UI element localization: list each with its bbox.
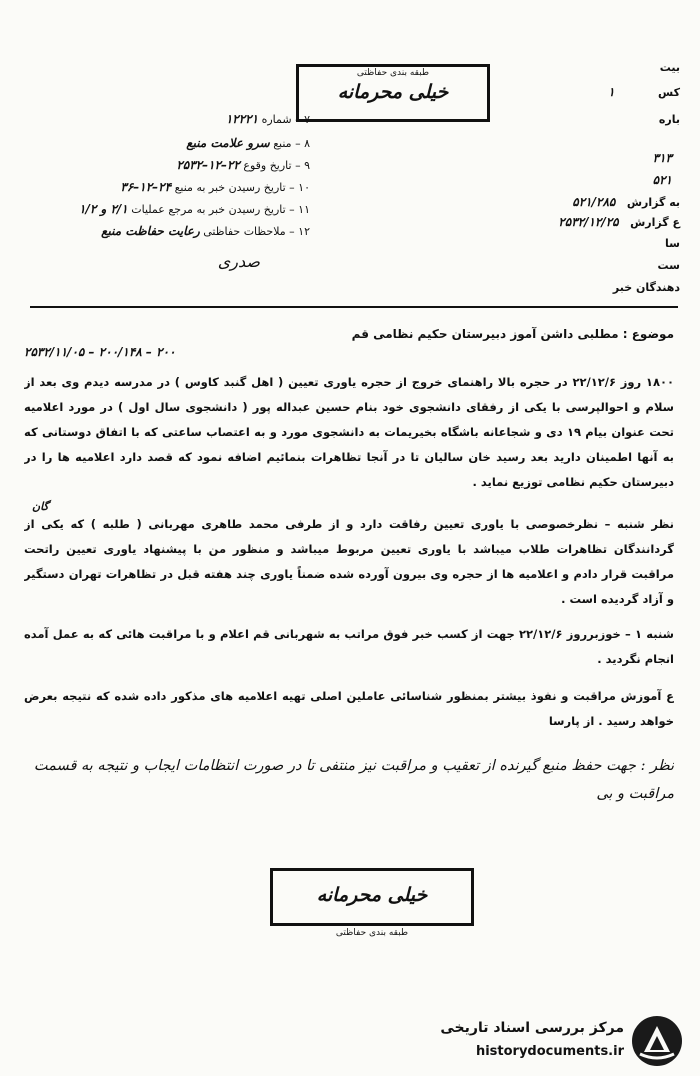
- right-field-2: باره: [658, 113, 680, 126]
- archive-logo-icon: [630, 1014, 684, 1068]
- right-field-report-date: ع گزارش ۲۵۳۲/۱۲/۲۵: [558, 215, 680, 229]
- right-field-3: ۳۱۳: [652, 151, 672, 165]
- right-field-0: بیت: [659, 61, 680, 74]
- header-divider: [30, 306, 678, 308]
- gan-note: گان: [32, 500, 49, 513]
- field-security-notes: ۱۲ – ملاحظات حفاظتی رعایت حفاظت منبع: [101, 224, 310, 238]
- right-field-8: ست: [657, 259, 680, 272]
- stamp-text: خیلی محرمانه: [316, 884, 428, 906]
- stamp-caption: طبقه بندی حفاظتی: [356, 68, 430, 78]
- field-number: ۷ – شماره ۱۲۲۲۱: [225, 112, 310, 126]
- field-date-received-ops: ۱۱ – تاریخ رسیدن خبر به مرجع عملیات ۲/۱ و ۱/۲: [79, 202, 310, 216]
- classification-stamp-top: [296, 64, 490, 122]
- archive-name: مرکز بررسی اسناد تاریخی: [440, 1020, 624, 1036]
- paragraph-2: نظر شنبه – نظرخصوصی با یاوری تعیین رفاقت دارد و از طرفی محمد طاهری مهربانی ( طلبه ) که یکی از گردانندگان تظاهرات طلاب میباشد با یاوری تعیین مربوط میباشد و منظور من با پیشنهاد یاوری تعیین راتحت مراقبت قرار دادم و اعلامیه ها از حجره وی بیرون آورده شده ضمناً یاوری چند هفته قبل در تظاهرات تهران دستگیر و آزاد گردیده است .: [24, 517, 674, 606]
- reference-line: ۲۵۳۲/۱۱/۰۵ – ۲۰۰/۱۴۸ – ۲۰۰: [24, 345, 176, 359]
- right-field-4: ۵۲۱: [652, 173, 672, 187]
- archive-website: historydocuments.ir: [475, 1044, 624, 1059]
- right-field-7: سا: [665, 237, 680, 250]
- paragraph-3: شنبه ۱ – خوزبرروز ۲۲/۱۲/۶ جهت از کسب خبر فوق مراتب به شهربانی قم اعلام و با مراقبت هائی که به عمل آمده انجام نگردید .: [24, 627, 674, 666]
- paragraph-4: ع آموزش مراقبت و نفوذ بیشتر بمنظور شناسائی عاملین اصلی تهیه اعلامیه های مذکور داده شده که نتیجه بعرض خواهد رسید . از پارسا: [24, 689, 674, 728]
- right-field-1: کس ۱: [608, 85, 680, 99]
- stamp-text: خیلی محرمانه: [337, 81, 449, 103]
- field-occurrence-date: ۹ – تاریخ وقوع ۲۲–۱۲–۲۵۳۲: [176, 158, 310, 172]
- paragraph-1: ۱۸۰۰ روز ۲۲/۱۲/۶ در حجره بالا راهنمای خروج از حجره یاوری تعیین ( اهل گنبد کاوس ) در مدرسه دیدم وی بعد از سلام و احوالپرسی با یکی از رفقای دانشجوی خود بنام حسین عبداله پور ( دانشجوی سال اول ) در مورد اعلامیه تحت عنوان بیام ۱۹ دی و شجاعانه باشگاه بخیریمات به دانشجوی مورد و به اعتصاب ساعتی که با اتفاق دوستانی که به آنها اطمینان دارید بعد رسید خان سالیان تا در آنجا تظاهرات بنمائیم اضافه نمود که قصد دارد اعلامیه ها را در دبیرستان حکیم نظامی توزیع نماید .: [24, 375, 674, 489]
- handwritten-note: نظر : جهت حفظ منبع گیرنده از تعقیب و مراقبت نیز منتفی تا در صورت انتظامات ایجاب و نتیجه به قسمت مراقبت و بی: [33, 758, 674, 802]
- field-date-received-source: ۱۰ – تاریخ رسیدن خبر به منبع ۲۴–۱۲–۳۶: [120, 180, 310, 194]
- field-source: ۸ – منبع سرو علامت منبع: [186, 136, 310, 150]
- handwritten-signature: صدری: [217, 252, 260, 271]
- stamp-caption: طبقه بندی حفاظتی: [335, 928, 409, 938]
- subject-line: موضوع : مطلبی داشن آموز دبیرستان حکیم نظامی قم: [351, 327, 674, 341]
- archive-watermark: [428, 1012, 688, 1068]
- right-field-report-number: به گزارش ۵۲۱/۲۸۵: [572, 195, 680, 209]
- right-field-informants: دهندگان خبر: [612, 281, 680, 294]
- classification-stamp-bottom: [270, 868, 474, 938]
